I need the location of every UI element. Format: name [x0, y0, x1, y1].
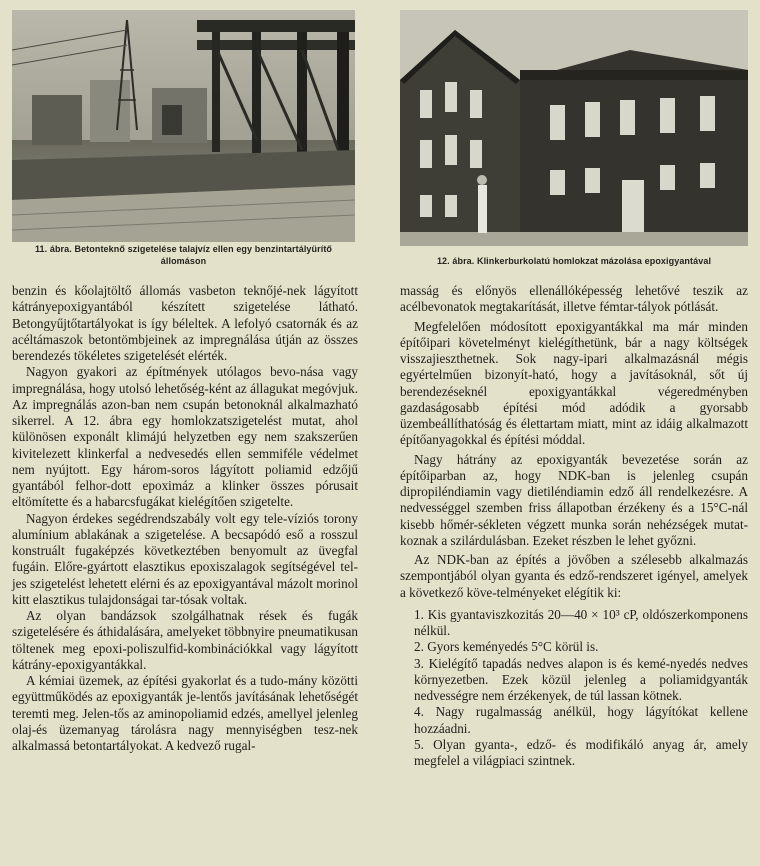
paragraph: Az olyan bandázsok szolgálhatnak rések és fugák szigetelésére és áthidalására, amelyeket többnyire pneumatikusan töltenek meg epoxi-poliszulfid-kombinációkkal vagy lágyított kátrány-epoxigyantákkal.: [12, 608, 358, 672]
list-item: 4. Nagy rugalmasság anélkül, hogy lágyítókat kellene hozzáadni.: [414, 704, 748, 736]
paragraph: Nagy hátrány az epoxigyanták bevezetése során az építőiparban az, hogy NDK-ban is jelenleg csupán dipropiléndiamin vagy dietiléndiamin edző áll rendelkezésre. A nedvességgel szemben friss állapotban érzékeny és a 15°C-nál kisebb hőmér-sékleten végzett munka során nehézségek mutat-koznak a szilárdulásban. Ezeket részben le lehet győzni.: [400, 451, 748, 548]
requirements-list: [400, 607, 748, 770]
construction-site-icon: [12, 10, 355, 242]
list-item: 1. Kis gyantaviszkozitás 20—40 × 10³ cP, oldószerkomponens nélkül.: [414, 606, 748, 638]
paragraph: Nagyon gyakori az építmények utólagos bevo-nása vagy impregnálása, hogy utolsó lehetőség-ként az állagukat megóvjuk. Az impregnálás azon-ban nem csupán betonoknál alkalmazható sikerrel. A 12. ábra egy homlokzatszigetelést mutat, ahol különösen exponált klimájú helyzetben egy nem szakszerűen kivitelezett klinkerfal a nedvesedés ellen semmiféle védelmet nem nyújtott. Egy három-soros lágyított poliamid edzőjű gyantából felhor-dott epoximáz a klinker összes pórusait eltömítette és a habarcsfugákat kielégítően szigetelte.: [12, 364, 358, 510]
brick-building-photo: [400, 10, 748, 246]
paragraph: masság és előnyös ellenállóképesség lehetővé teszik az acélbevonatok megtakarítását, illetve fémtar-tályok pótlását.: [400, 283, 748, 315]
list-item: 2. Gyors keményedés 5°C körül is.: [414, 639, 599, 655]
list-item: 5. Olyan gyanta-, edző- és modifikáló anyag ár, amely megfelel a világpiaci szintnek.: [414, 736, 748, 768]
list-item: 3. Kielégítő tapadás nedves alapon is és kemé-nyedés nedves környezetben. Ezek közül jelenleg a poliamidgyanták nedvességre nem érzékenyek, de túl lassan kötnek.: [414, 655, 748, 703]
construction-site-photo: [12, 10, 355, 242]
left-text-column: [12, 283, 358, 754]
paragraph: Az NDK-ban az építés a jövőben a szélesebb alkalmazás szempontjából olyan gyanta és edző-rendszeret igényel, amelyek a következő köve-telményeket elégítik ki:: [400, 552, 748, 600]
paragraph: Megfelelően módosított epoxigyantákkal ma már minden építőipari követelményt kielégíthetünk, bár a nagy költségek visszajieszthetnek. Sok nagy-ipari alkalmazásnál mégis egyértelműen bizonyít-ható, hogy a javításoknál, sőt új berendezéseknél epoxigyantákkal végeredményben gazdaságosabb építési mód adódik a gyorsabb üzembeállíthatóság és élettartam miatt, mint az idáig alkalmazott építőanyagokkal és építési móddal.: [400, 318, 748, 448]
right-text-column: [400, 283, 748, 769]
paragraph: A kémiai üzemek, az építési gyakorlat és a tudo-mány közötti együttműködés az epoxigyanták je-lentős javításának lehetőségét teremti meg. Jelen-tős az aminopoliamid edzés, amellyel jelenleg olaj-és üzemanyag tárolásra nagy mennyiségben tesz-nek alkalmassá betontartályokat. A kedvező rugal-: [12, 673, 358, 753]
paragraph: Nagyon érdekes segédrendszabály volt egy tele-víziós torony alumínium ablakának a szigetelése. A becsapódó eső a rosszul konstruált fugaképzés következtében benyomult az üvegfal fugáin. Előre-gyártott elasztikus epoxiszalagok segítségével tel-jes szigetelést lehetett elérni és az epoxigyantával mázolt morinol kitt elasztikus tulajdonságai tar-tósak voltak.: [12, 510, 358, 607]
paragraph: benzin és kőolajtöltő állomás vasbeton teknőjé-nek lágyított kátrányepoxigyantából készített szigetelése látható. Betongyűjtőtartályokat is így béleltek. A lefolyó csatornák és az acéltámaszok betontömbjeinek az impregnálása útján az összes berendezés tökéletes szigetelését elérték.: [12, 283, 358, 363]
figure-12-caption: 12. ábra. Klinkerburkolatú homlokzat mázolása epoxigyantával: [436, 256, 712, 266]
brick-building-icon: [400, 10, 748, 246]
figure-11-caption: 11. ábra. Betonteknő szigetelése talajvíz ellen egy benzintartályürítő állomáson: [34, 244, 333, 266]
